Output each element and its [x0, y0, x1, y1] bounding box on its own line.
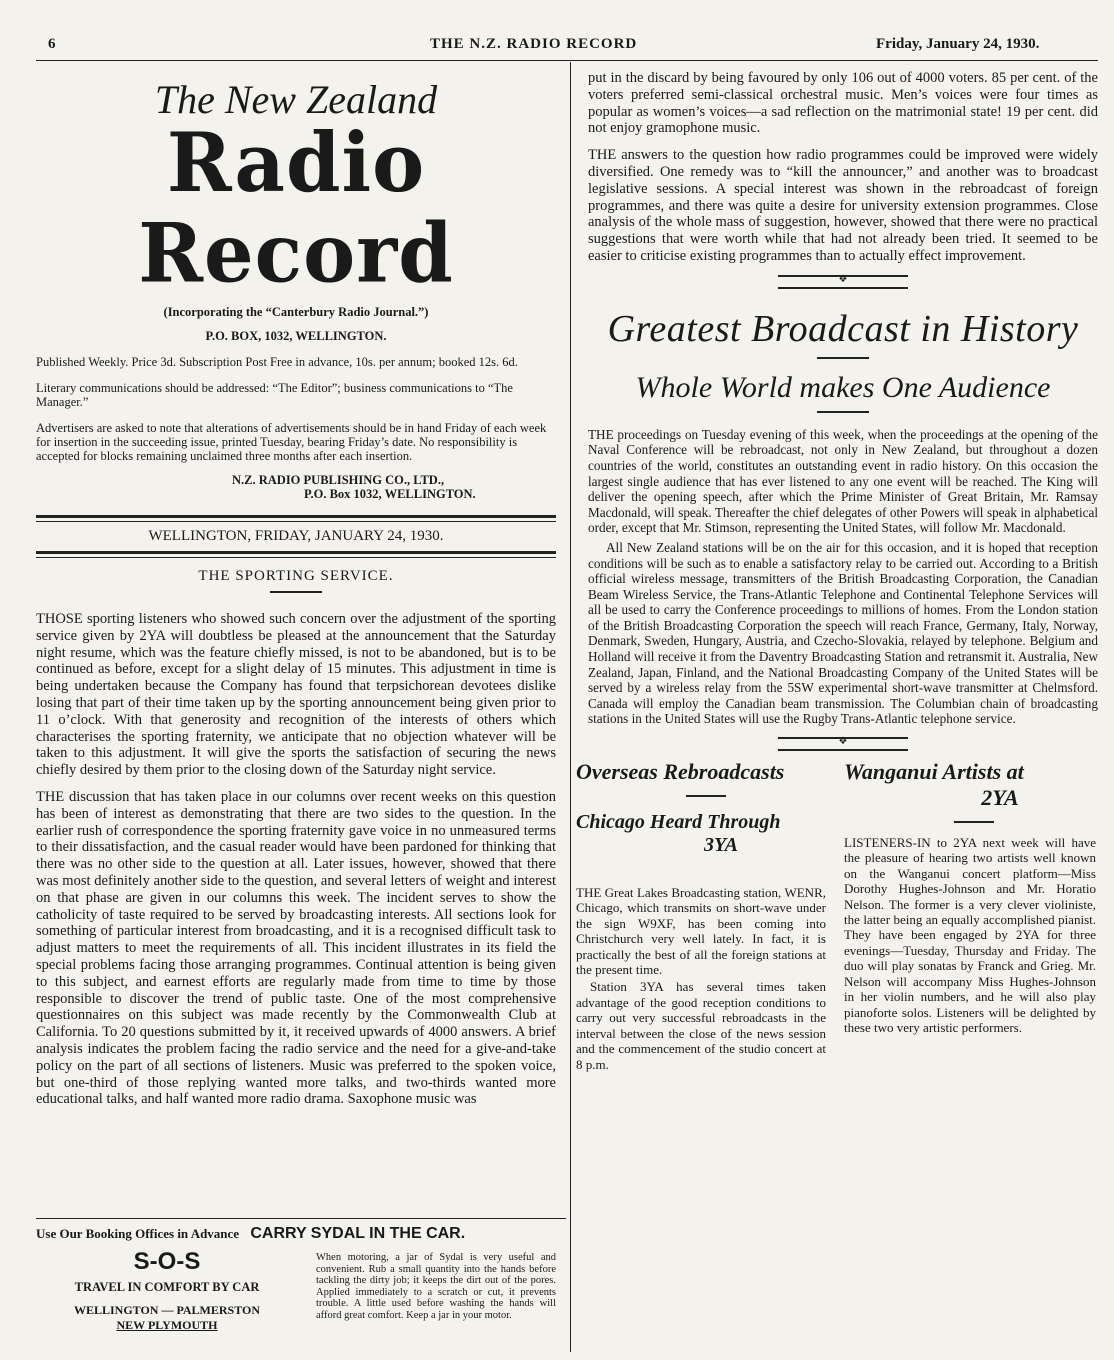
- editorial-paragraph-2: THE discussion that has taken place in our columns over recent weeks on this question has been of interest as demonstrating that there are two sides to the question. In the earlier rush of correspondence the sporting fraternity gave voice in no unmeasured terms to their dissatisfaction, and the casual reader would have been pardoned for thinking that there was no other side to the question at all. Later issues, however, showed that there was most definitely another side to the question, and several letters of weight and interest on that phase are given in our columns this week. The incident serves to show the catholicity of taste required to be served by broadcasting interests. All sections look for something of particular interest from broadcasting, and it is a recognised difficult task to adjust matters to meet the requirements of all. This incident illustrates in its field the special problems facing those arranging programmes. Continual attention is being given to this subject, and earnest efforts are regularly made from time to time by those responsible to discover the trend of public taste. One of the most comprehensive questionnaires on this subject was made recently by the Commonwealth Club at California. To 20 questions submitted by it, it received upwards of 4000 answers. A brief analysis indicates the problem facing the radio service and the need for a give-and-take policy on the part of all sections of listeners. Music was preferred to the spoken voice, but one-third of those replying wanted more talks, and two-thirds wanted more educational talks, and half wanted more radio drama. Saxophone music was: [36, 788, 556, 1108]
- left-column: [36, 66, 556, 1118]
- dateline-rule: [36, 551, 556, 558]
- masthead-rule: [36, 515, 556, 522]
- page-number: 6: [48, 36, 56, 52]
- ornament-divider-2: ❖: [778, 737, 908, 751]
- incorporating-note: (Incorporating the “Canterbury Radio Journal.”): [163, 305, 429, 319]
- feature-rule-1: [817, 357, 869, 359]
- feature-subtitle: Whole World makes One Audience: [635, 370, 1051, 404]
- right-column: [576, 70, 1098, 1159]
- wanganui-title-1: Wanganui Artists at: [844, 759, 1024, 785]
- issue-date: Friday, January 24, 1930.: [876, 36, 1040, 52]
- wanganui-rule: [954, 821, 994, 823]
- booking-line: [36, 1218, 566, 1243]
- advertisers-note: Advertisers are asked to note that alterations of advertisements should be in hand Friday of each week for insertion in the succeeding issue, printed Tuesday, bearing Friday’s date. No responsibility is accepted for blocks remaining unclaimed three months after each insertion.: [36, 421, 547, 463]
- dateline: WELLINGTON, FRIDAY, JANUARY 24, 1930.: [148, 528, 444, 544]
- overseas-title: Overseas Rebroadcasts: [576, 759, 785, 785]
- sos-travel: TRAVEL IN COMFORT BY CAR: [74, 1280, 260, 1294]
- masthead-line1: The New Zealand: [154, 77, 438, 122]
- wanganui-body: LISTENERS-IN to 2YA next week will have the pleasure of hearing two artists well known on the Wanganui concert platform—Miss Dorothy Hughes-Johnson and Mr. Horatio Nelson. The former is a very clever violiniste, the latter being an equally accomplished pianist. They have been engaged by 2YA for three evenings—Tuesday, Thursday and Friday. The duo will play sonatas by Franck and Grieg. Mr. Nelson will accompany Miss Hughes-Johnson in her violin numbers, and he will also play pianoforte solos. Listeners will be delighted by these two very artistic performers.: [844, 835, 1096, 1035]
- masthead-title: Radio Record: [138, 115, 454, 302]
- feature-title: Greatest Broadcast in History: [607, 307, 1079, 350]
- feature-paragraph-2: All New Zealand stations will be on the air for this occasion, and it is hoped that reception conditions will be such as to enable a satisfactory relay to be carried out. According to a British official wireless message, transmitters of the British Broadcasting Corporation, the Canadian Beam Wireless Service, the Trans-Atlantic Telephone and Continental Telephone Services will all be used to carry the Conference proceedings to millions of homes. From the London station of the British Broadcasting Corporation the speech will reach France, Germany, Italy, Norway, Denmark, Sweden, Hungary, Austria, and Czecho-Slovakia, relayed by telephone. Belgium and Holland will receive it from the Daventry Broadcasting Station and retransmit it. Australia, New Zealand, Japan, Finland, and the National Broadcasting Company of the United States will be served by a wireless relay from the 5SW experimental short-wave transmitter at Chelmsford. Canada will employ the Canadian beam transmission. The Columbian chain of broadcasting stations in the United States will use the Rugby Trans-Atlantic telephone service.: [588, 539, 1098, 727]
- editorial-paragraph-4: THE answers to the question how radio programmes could be improved were widely diversified. One remedy was to “kill the announcer,” and another was to broadcast legislative sessions. A special interest was shown in the rebroadcast of foreign programmes, and there was quite a desire for university extension programmes. Close analysis of the whole mass of suggestion, however, showed that there were no practical suggestions that were worth while that had not already been tried. It seemed to be easier to criticise existing programmes than to actually effect improvement.: [588, 147, 1098, 264]
- advertisement-strip: [36, 1218, 566, 1348]
- editorial-continued: [588, 70, 1098, 265]
- sos-route2: NEW PLYMOUTH: [116, 1318, 218, 1332]
- sos-title: S-O-S: [133, 1248, 201, 1275]
- feature-body: [588, 427, 1098, 727]
- feature-rule-2: [817, 411, 869, 413]
- editorial-rule: [270, 591, 322, 593]
- sydal-ad-body: When motoring, a jar of Sydal is very useful and convenient. Rub a small quantity into the hands before tackling the dirty job; it keeps the dirt out of the pores. Applied immediately to a scratch or cut, it prevents trouble. A little used before washing the hands will afford great comfort. Keep a jar in your motor.: [316, 1252, 556, 1321]
- overseas-rule: [686, 795, 726, 797]
- column-divider: [570, 62, 571, 1352]
- publication-name: THE N.Z. RADIO RECORD: [430, 36, 638, 52]
- published-info: Published Weekly. Price 3d. Subscription Post Free in advance, 10s. per annum; booked 12s. 6d.: [36, 355, 518, 369]
- sos-route1: WELLINGTON — PALMERSTON: [73, 1303, 261, 1317]
- header-rule: [36, 60, 1098, 61]
- publisher-line2: P.O. Box 1032, WELLINGTON.: [304, 487, 476, 501]
- editorial-paragraph-1: THOSE sporting listeners who showed such concern over the adjustment of the sporting service given by 2YA will doubtless be pleased at the announcement that the Saturday night resume, which was the feature chiefly missed, is not to be abandoned, but is to be continued as before, except for a slight delay of 15 minutes. This adjustment in time is being undertaken because the Company has found that terpsichorean devotees dislike losing that part of their time taken up by the sporting announcement being given prior to 11 o’clock. With that generosity and recognition of the interests of others which characterises the sporting fraternity, we anticipate that no objection whatever will be taken to this adjustment. It will give the sports the satisfaction of securing the news chiefly desired by them prior to the closing down of the Saturday night service.: [36, 611, 556, 779]
- booking-text: Use Our Booking Offices in Advance: [36, 1226, 240, 1241]
- overseas-article: [576, 759, 826, 1072]
- overseas-body: [576, 885, 826, 1072]
- sydal-headline: CARRY SYDAL IN THE CAR.: [250, 1225, 466, 1242]
- editorial-title: THE SPORTING SERVICE.: [198, 568, 394, 584]
- po-box: P.O. BOX, 1032, WELLINGTON.: [205, 329, 387, 343]
- literary-note: Literary communications should be addressed: “The Editor”; business communications to “The Manager.”: [36, 381, 513, 409]
- wanganui-title-2: 2YA: [981, 785, 1019, 811]
- overseas-paragraph-2: Station 3YA has several times taken advantage of the good reception conditions to carry out very successful rebroadcasts in the interval between the close of the news session and the commencement of the studio concert at 8 p.m.: [576, 979, 826, 1072]
- overseas-subtitle-2: 3YA: [703, 834, 739, 857]
- editorial-paragraph-3: put in the discard by being favoured by only 106 out of 4000 voters. 85 per cent. of the voters preferred semi-classical orchestral music. Men’s voices were four times as popular as women’s voices—a sad reflection on the matrimonial state! 19 per cent. did not enjoy gramophone music.: [588, 70, 1098, 137]
- running-header: [0, 34, 1114, 58]
- feature-paragraph-1: THE proceedings on Tuesday evening of this week, when the proceedings at the opening of the Naval Conference will be rebroadcast, not only in New Zealand, but throughout a dozen countries of the world, constitutes an outstanding event in radio history. On this occasion the largest single audience that has ever listened to any one event will be reached. The King will deliver the opening speech, after which the Prime Minister of Great Britain, Mr. Ramsay Macdonald, will speak. Thereafter the chief delegates of other Powers will speak in alphabetical order, except that Mr. Stimson, representing the United States, will follow Mr. Macdonald.: [588, 426, 1098, 536]
- sos-ad: [36, 1248, 298, 1333]
- bottom-columns: [576, 759, 1098, 1159]
- ornament-divider: ❖: [778, 275, 908, 289]
- overseas-subtitle-1: Chicago Heard Through: [576, 811, 781, 834]
- editorial-body: [36, 611, 556, 1108]
- publisher-line1: N.Z. RADIO PUBLISHING CO., LTD.,: [232, 473, 445, 487]
- overseas-paragraph-1: THE Great Lakes Broadcasting station, WENR, Chicago, which transmits on short-wave under the sign W9XF, has been coming into Christchurch very well lately. In fact, it is practically the best of all the foreign stations at the present time.: [576, 885, 826, 978]
- wanganui-article: [844, 759, 1096, 1035]
